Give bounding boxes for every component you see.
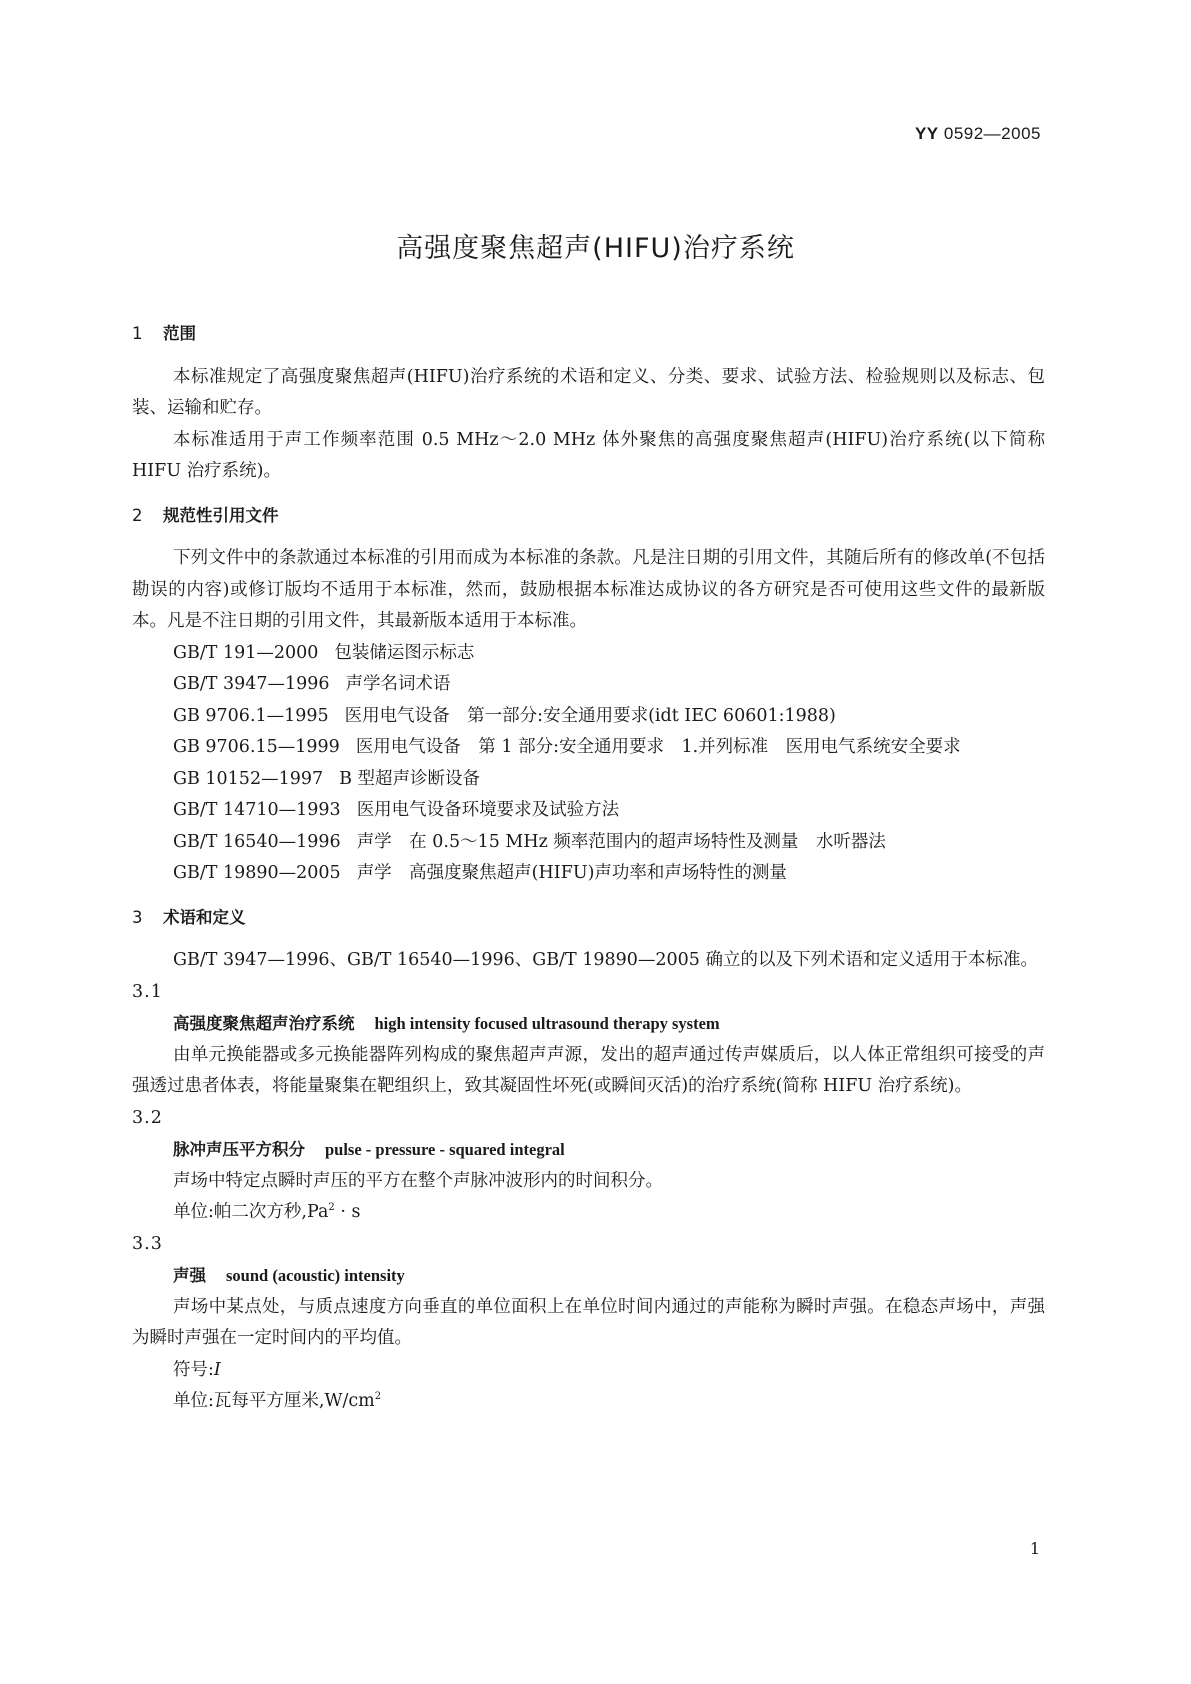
reference-title: 声学 在 0.5～15 MHz 频率范围内的超声场特性及测量 水听器法	[356, 831, 886, 852]
unit-tail: · s	[334, 1202, 361, 1222]
reference-code: GB/T 191—2000	[173, 642, 319, 663]
symbol-label: 符号:	[173, 1359, 214, 1380]
term-unit	[132, 1386, 1045, 1418]
section-title: 范围	[163, 324, 196, 343]
reference-item	[132, 701, 1045, 733]
reference-code: GB/T 14710—1993	[173, 800, 341, 820]
term-heading	[132, 1008, 1045, 1040]
term-cn: 声强	[173, 1266, 206, 1285]
reference-item	[132, 669, 1045, 701]
paragraph: 下列文件中的条款通过本标准的引用而成为本标准的条款。凡是注日期的引用文件，其随后所有的修改单(不包括勘误的内容)或修订版均不适用于本标准，然而，鼓励根据本标准达成协议的各方研究是否可使用这些文件的最新版本。凡是不注日期的引用文件，其最新版本适用于本标准。	[132, 548, 1045, 631]
symbol-value: I	[213, 1359, 221, 1380]
reference-item	[132, 858, 1045, 890]
term-cn: 高强度聚焦超声治疗系统	[173, 1014, 355, 1033]
reference-code: GB 9706.15—1999	[173, 737, 340, 757]
section-number: 2	[132, 505, 143, 525]
term-number: 3.2	[132, 1107, 163, 1128]
document-body	[132, 318, 1045, 1418]
reference-code: GB/T 16540—1996	[173, 831, 341, 852]
term-en: sound (acoustic) intensity	[226, 1266, 405, 1285]
section-number: 3	[132, 907, 143, 927]
paragraph: 本标准规定了高强度聚焦超声(HIFU)治疗系统的术语和定义、分类、要求、试验方法、检验规则以及标志、包装、运输和贮存。	[132, 366, 1045, 418]
term-en: pulse - pressure - squared integral	[325, 1140, 565, 1159]
reference-code: GB 9706.1—1995	[173, 705, 329, 726]
standard-code-number: 0592—2005	[943, 124, 1041, 143]
section-title: 术语和定义	[163, 907, 246, 927]
term-cn: 脉冲声压平方积分	[173, 1140, 305, 1159]
reference-item	[132, 732, 1045, 764]
reference-title: 医用电气设备环境要求及试验方法	[356, 800, 620, 820]
unit-exponent: 2	[374, 1391, 382, 1403]
term-definition: 由单元换能器或多元换能器阵列构成的聚焦超声声源，发出的超声通过传声媒质后，以人体正常组织可接受的声强透过患者体表，将能量聚集在靶组织上，致其凝固性坏死(或瞬间灭活)的治疗系统(简称 HIFU 治疗系统)。	[132, 1044, 1045, 1096]
term-number: 3.1	[132, 981, 163, 1002]
reference-item	[132, 638, 1045, 670]
reference-code: GB/T 19890—2005	[173, 863, 341, 883]
term-heading	[132, 1134, 1045, 1166]
reference-title: 包装储运图示标志	[334, 642, 475, 663]
reference-title: B 型超声诊断设备	[339, 768, 481, 789]
standard-code	[915, 124, 1041, 144]
term-number: 3.3	[132, 1233, 163, 1254]
reference-title: 医用电气设备 第一部分:安全通用要求(idt IEC 60601:1988)	[344, 705, 836, 726]
section-3-heading	[132, 902, 1045, 934]
paragraph: GB/T 3947—1996、GB/T 16540—1996、GB/T 19890—2005 确立的以及下列术语和定义适用于本标准。	[173, 950, 1038, 970]
section-2-heading	[132, 500, 1045, 532]
reference-title: 声学名词术语	[345, 674, 451, 694]
section-title: 规范性引用文件	[163, 505, 279, 525]
term-en: high intensity focused ultrasound therapy system	[374, 1014, 720, 1033]
section-number: 1	[132, 324, 143, 343]
unit-label: 单位:瓦每平方厘米,W/cm	[173, 1391, 375, 1411]
term-unit	[132, 1197, 1045, 1229]
page-title: 高强度聚焦超声(HIFU)治疗系统	[396, 233, 795, 264]
reference-code: GB/T 3947—1996	[173, 674, 330, 694]
page-number: 1	[1029, 1539, 1040, 1558]
reference-title: 声学 高强度聚焦超声(HIFU)声功率和声场特性的测量	[356, 863, 787, 883]
section-1-heading	[132, 318, 1045, 350]
term-symbol	[132, 1355, 1045, 1387]
reference-item	[132, 764, 1045, 796]
reference-code: GB 10152—1997	[173, 768, 324, 789]
standard-code-prefix: YY	[914, 124, 939, 143]
reference-item	[132, 827, 1045, 859]
paragraph: 本标准适用于声工作频率范围 0.5 MHz～2.0 MHz 体外聚焦的高强度聚焦超声(HIFU)治疗系统(以下简称 HIFU 治疗系统)。	[132, 429, 1045, 481]
reference-title: 医用电气设备 第 1 部分:安全通用要求 1.并列标准 医用电气系统安全要求	[355, 737, 961, 757]
term-definition: 声场中特定点瞬时声压的平方在整个声脉冲波形内的时间积分。	[173, 1170, 663, 1191]
term-definition: 声场中某点处，与质点速度方向垂直的单位面积上在单位时间内通过的声能称为瞬时声强。在稳态声场中，声强为瞬时声强在一定时间内的平均值。	[132, 1296, 1045, 1348]
term-heading	[132, 1260, 1045, 1292]
unit-label: 单位:帕二次方秒,Pa	[173, 1202, 329, 1222]
unit-exponent: 2	[328, 1202, 335, 1214]
reference-item	[132, 795, 1045, 827]
